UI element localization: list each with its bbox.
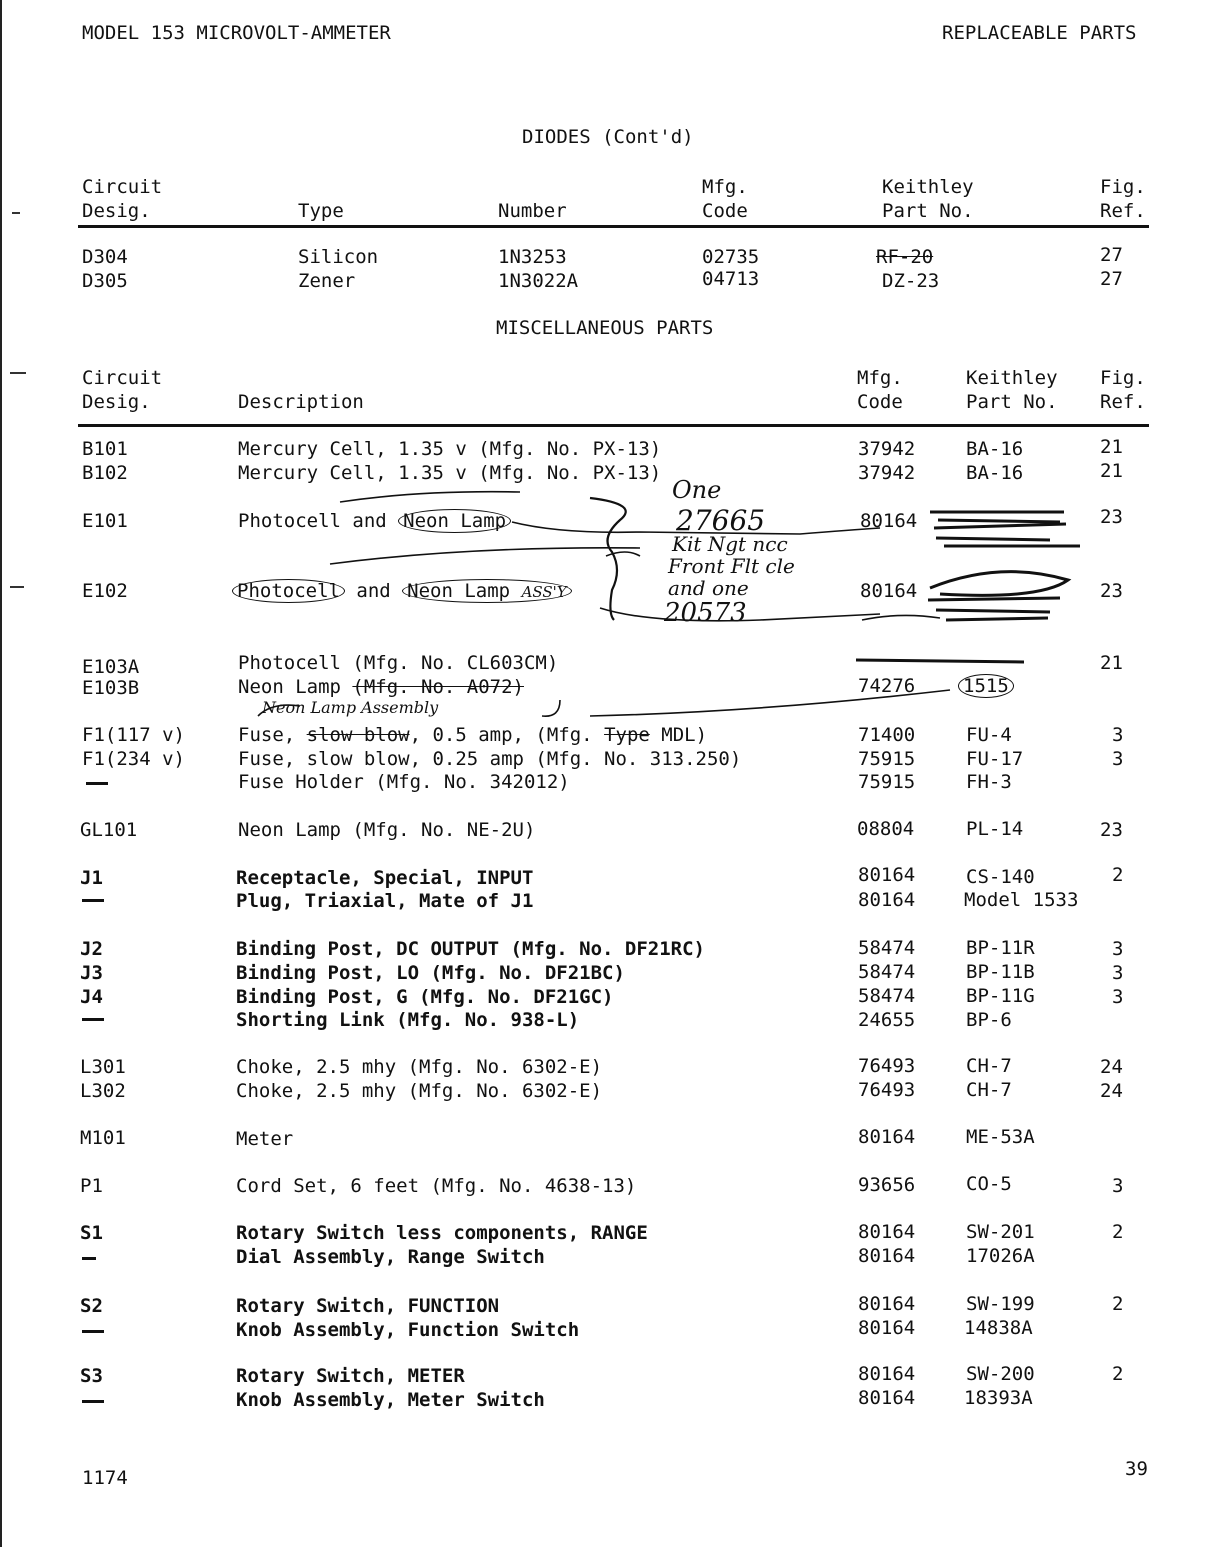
margin-mark	[10, 586, 24, 588]
header-mfg: Mfg.	[702, 176, 748, 198]
cell-code: 80164	[858, 1293, 916, 1315]
dash-desig	[86, 782, 108, 785]
struck-text: (Mfg. No. A072)	[352, 676, 524, 698]
header-code: Code	[702, 200, 748, 222]
cell-description	[238, 724, 707, 746]
cell-fig: 23	[1100, 506, 1123, 528]
desc-part: Photocell	[238, 510, 341, 532]
cell-code: 80164	[858, 889, 916, 911]
circled-text	[402, 579, 572, 603]
cell-code: 58474	[858, 961, 916, 983]
cell-desig: B101	[82, 438, 128, 460]
cell-fig: 3	[1112, 986, 1124, 1008]
cell-number: 1N3253	[498, 246, 567, 268]
header-code: Code	[857, 391, 903, 413]
dash-desig	[82, 1400, 104, 1403]
struck-text: Type	[604, 724, 650, 746]
cell-code: 75915	[858, 771, 916, 793]
cell-description: Fuse Holder (Mfg. No. 342012)	[238, 771, 570, 793]
cell-description	[238, 676, 524, 698]
desc-part: Neon Lamp	[238, 676, 353, 698]
header-desig: Desig.	[82, 391, 151, 413]
cell-part: BP-11R	[966, 937, 1035, 959]
cell-part: SW-201	[966, 1221, 1035, 1243]
cell-desig: M101	[80, 1127, 126, 1149]
cell-code: 80164	[860, 580, 918, 602]
header-keithley: Keithley	[966, 367, 1058, 389]
header-type: Type	[298, 200, 344, 222]
cell-fig: 3	[1112, 938, 1124, 960]
misc-title: MISCELLANEOUS PARTS	[496, 317, 714, 339]
cell-fig: 21	[1100, 460, 1123, 482]
header-rule	[78, 225, 1149, 228]
dash-desig	[82, 1330, 104, 1333]
cell-part: Model 1533	[964, 889, 1079, 911]
cell-part: BP-11G	[966, 985, 1035, 1007]
dash-desig	[82, 1257, 96, 1260]
page-number: 39	[1125, 1458, 1148, 1480]
margin-mark	[12, 212, 20, 214]
header-fig: Fig.	[1100, 367, 1146, 389]
desc-part: , 0.5 amp, (Mfg.	[409, 724, 605, 746]
cell-fig: 2	[1112, 1221, 1124, 1243]
cell-desig: E103B	[82, 677, 140, 699]
desc-part: Neon Lamp	[407, 580, 511, 602]
cell-part: BA-16	[966, 438, 1024, 460]
cell-description: Rotary Switch, METER	[236, 1365, 465, 1387]
cell-description: Rotary Switch, FUNCTION	[236, 1295, 500, 1317]
cell-desig: S2	[80, 1295, 103, 1317]
handwritten-assy: ASS'Y	[521, 583, 567, 601]
cell-part: 17026A	[966, 1245, 1035, 1267]
cell-part: FH-3	[966, 771, 1012, 793]
cell-description: Binding Post, DC OUTPUT (Mfg. No. DF21RC)	[236, 938, 705, 960]
cell-part: BA-16	[966, 462, 1024, 484]
desc-part: and	[340, 510, 399, 532]
cell-description: Knob Assembly, Meter Switch	[236, 1389, 545, 1411]
cell-code: 71400	[858, 724, 916, 746]
cell-fig: 2	[1112, 1363, 1124, 1385]
cell-desig: E103A	[82, 656, 140, 678]
header-mfg: Mfg.	[857, 367, 903, 389]
cell-description: Neon Lamp (Mfg. No. NE-2U)	[238, 819, 536, 841]
cell-description: Binding Post, G (Mfg. No. DF21GC)	[236, 986, 614, 1008]
cell-part: 18393A	[964, 1387, 1033, 1409]
cell-code: 37942	[858, 438, 916, 460]
cell-fig: 23	[1100, 580, 1123, 602]
header-ref: Ref.	[1100, 200, 1146, 222]
cell-desig: GL101	[80, 819, 138, 841]
cell-description: Meter	[236, 1128, 294, 1150]
cell-description: Mercury Cell, 1.35 v (Mfg. No. PX-13)	[238, 462, 662, 484]
header-rule	[78, 424, 1149, 427]
header-keithley: Keithley	[882, 176, 974, 198]
cell-fig: 27	[1100, 268, 1123, 290]
cell-description: Mercury Cell, 1.35 v (Mfg. No. PX-13)	[238, 438, 662, 460]
cell-part: DZ-23	[882, 270, 940, 292]
cell-number: 1N3022A	[498, 270, 579, 292]
handwritten-note: Front Flt cle	[668, 554, 795, 578]
cell-desig: J4	[80, 986, 103, 1008]
header-desig: Desig.	[82, 200, 151, 222]
cell-code: 08804	[857, 818, 915, 840]
cell-code: 76493	[858, 1079, 916, 1101]
circled-text: Photocell	[232, 579, 345, 603]
cell-fig: 2	[1112, 864, 1124, 886]
cell-part: BP-6	[966, 1009, 1012, 1031]
cell-description: Knob Assembly, Function Switch	[236, 1319, 580, 1341]
handwritten-note: 27665	[676, 504, 766, 537]
header-circuit: Circuit	[82, 367, 163, 389]
cell-description: Binding Post, LO (Mfg. No. DF21BC)	[236, 962, 625, 984]
cell-desig: J3	[80, 962, 103, 984]
circled-part: 1515	[958, 674, 1014, 698]
cell-desig: S3	[80, 1365, 103, 1387]
cell-part: CH-7	[966, 1079, 1012, 1101]
section-title: REPLACEABLE PARTS	[942, 22, 1137, 44]
cell-fig: 24	[1100, 1080, 1123, 1102]
cell-part: 14838A	[964, 1317, 1033, 1339]
cell-desig: E102	[82, 580, 128, 602]
header-circuit: Circuit	[82, 176, 163, 198]
cell-part	[958, 675, 1014, 697]
cell-code: 80164	[860, 510, 918, 532]
handwritten-note: 20573	[664, 598, 747, 628]
desc-part: and	[344, 580, 403, 602]
header-part-no: Part No.	[966, 391, 1058, 413]
footer-code: 1174	[82, 1467, 128, 1489]
dash-desig	[82, 1018, 104, 1021]
cell-description: Dial Assembly, Range Switch	[236, 1246, 545, 1268]
cell-fig: 27	[1100, 244, 1123, 266]
document-title: MODEL 153 MICROVOLT-AMMETER	[82, 22, 391, 44]
cell-fig: 3	[1112, 748, 1124, 770]
cell-code: 80164	[858, 1387, 916, 1409]
header-part-no: Part No.	[882, 200, 974, 222]
handwritten-note: and one	[668, 576, 749, 600]
cell-code: 04713	[702, 268, 760, 290]
handwritten-note: Kit Ngt ncc	[672, 532, 788, 556]
cell-code: 58474	[858, 985, 916, 1007]
cell-description: Shorting Link (Mfg. No. 938-L)	[236, 1009, 580, 1031]
cell-code: 02735	[702, 246, 760, 268]
cell-desig: J1	[80, 867, 103, 889]
header-fig: Fig.	[1100, 176, 1146, 198]
cell-part: SW-199	[966, 1293, 1035, 1315]
cell-fig: 24	[1100, 1056, 1123, 1078]
cell-description: Rotary Switch less components, RANGE	[236, 1222, 648, 1244]
cell-desig: J2	[80, 938, 103, 960]
cell-description: Receptacle, Special, INPUT	[236, 867, 534, 889]
circled-text: Neon Lamp	[398, 509, 511, 533]
cell-code: 80164	[858, 1317, 916, 1339]
cell-code: 37942	[858, 462, 916, 484]
margin-mark	[10, 372, 26, 374]
cell-code: 93656	[858, 1174, 916, 1196]
cell-desig: D305	[82, 270, 128, 292]
header-ref: Ref.	[1100, 391, 1146, 413]
dash-desig	[82, 899, 104, 902]
struck-text: slow blow	[306, 724, 410, 746]
cell-part-struck: RF-20	[876, 246, 934, 268]
cell-part: SW-200	[966, 1363, 1035, 1385]
cell-description: Fuse, slow blow, 0.25 amp (Mfg. No. 313.250)	[238, 748, 742, 770]
cell-code: 58474	[858, 937, 916, 959]
cell-desig: F1(117 v)	[82, 724, 185, 746]
cell-description: Photocell (Mfg. No. CL603CM)	[238, 652, 559, 674]
cell-code: 80164	[858, 1245, 916, 1267]
cell-description: Choke, 2.5 mhy (Mfg. No. 6302-E)	[236, 1080, 603, 1102]
cell-fig: 3	[1112, 962, 1124, 984]
cell-desig: F1(234 v)	[82, 748, 185, 770]
cell-code: 80164	[858, 864, 916, 886]
cell-fig: 3	[1112, 1175, 1124, 1197]
cell-type: Silicon	[298, 246, 379, 268]
cell-desig: L301	[80, 1056, 126, 1078]
desc-part: Fuse,	[238, 724, 307, 746]
cell-description: Choke, 2.5 mhy (Mfg. No. 6302-E)	[236, 1056, 603, 1078]
cell-desig: E101	[82, 510, 128, 532]
header-number: Number	[498, 200, 567, 222]
cell-part: CO-5	[966, 1173, 1012, 1195]
cell-part: BP-11B	[966, 961, 1035, 983]
desc-part: MDL)	[649, 724, 708, 746]
cell-code: 75915	[858, 748, 916, 770]
cell-fig: 21	[1100, 652, 1123, 674]
cell-code: 80164	[858, 1363, 916, 1385]
page-left-edge	[0, 0, 2, 1547]
cell-type: Zener	[298, 270, 356, 292]
cell-code: 74276	[858, 675, 916, 697]
cell-code: 76493	[858, 1055, 916, 1077]
cell-code: 80164	[858, 1221, 916, 1243]
handwritten-note: One	[672, 476, 722, 504]
cell-desig: L302	[80, 1080, 126, 1102]
diodes-title: DIODES (Cont'd)	[522, 126, 694, 148]
cell-desig: B102	[82, 462, 128, 484]
cell-part: ME-53A	[966, 1126, 1035, 1148]
cell-description	[232, 580, 572, 603]
cell-desig: P1	[80, 1175, 103, 1197]
cell-fig: 2	[1112, 1293, 1124, 1315]
cell-part: CS-140	[966, 866, 1035, 888]
cell-description: Plug, Triaxial, Mate of J1	[236, 890, 534, 912]
cell-part: PL-14	[966, 818, 1024, 840]
cell-fig: 21	[1100, 436, 1123, 458]
cell-desig: S1	[80, 1222, 103, 1244]
cell-part: FU-17	[966, 748, 1024, 770]
cell-part: CH-7	[966, 1055, 1012, 1077]
cell-part: FU-4	[966, 724, 1012, 746]
cell-code: 24655	[858, 1009, 916, 1031]
header-description: Description	[238, 391, 364, 413]
handwritten-note: Neon Lamp Assembly	[262, 698, 439, 717]
cell-code: 80164	[858, 1126, 916, 1148]
cell-desig: D304	[82, 246, 128, 268]
cell-fig: 3	[1112, 724, 1124, 746]
cell-description	[238, 510, 511, 532]
cell-fig: 23	[1100, 819, 1123, 841]
cell-description: Cord Set, 6 feet (Mfg. No. 4638-13)	[236, 1175, 637, 1197]
